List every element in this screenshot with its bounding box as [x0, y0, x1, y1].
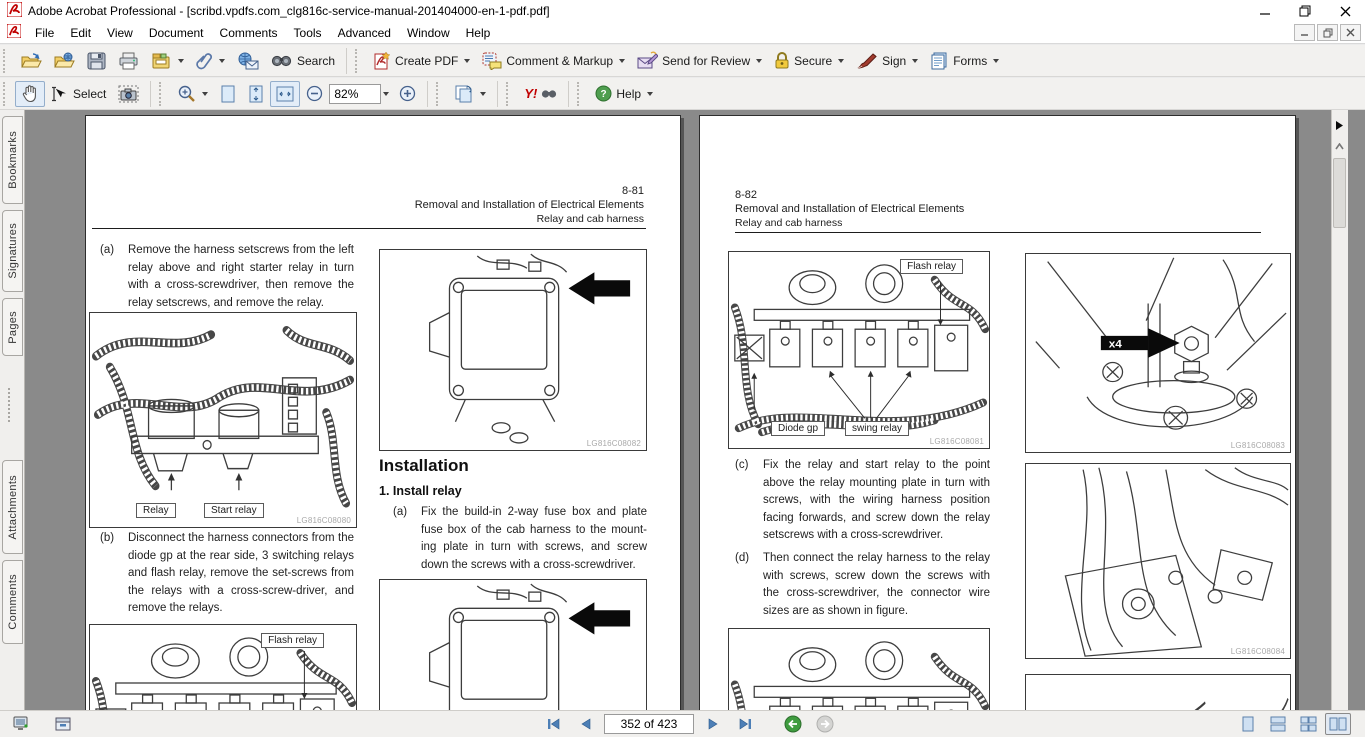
fit-page-button[interactable]: [242, 81, 270, 107]
page-display-caret: [480, 92, 486, 96]
figure-code: LG816C08083: [1230, 441, 1285, 450]
figure-label-start-relay: Start relay: [204, 503, 264, 518]
menu-comments[interactable]: Comments: [219, 25, 278, 40]
zoom-out-button[interactable]: [300, 81, 329, 107]
figure-label-relay: Relay: [136, 503, 176, 518]
send-review-caret: [756, 59, 762, 63]
mdi-minimize-button[interactable]: [1294, 24, 1315, 41]
scrollbar-thumb[interactable]: [1333, 158, 1346, 228]
page-number: 8-81: [621, 185, 644, 197]
paragraph-label: (d): [735, 552, 750, 564]
toolbar-separator: [568, 81, 569, 107]
page-header-title: Removal and Installation of Electrical Elements: [735, 203, 965, 215]
paragraph-text: Disconnect the harness connectors from the diode gp at the rear side, 3 switching relays and flash relay, remove the set-screws from the relays with a cross-screw-driver, and remove the relays.: [128, 532, 354, 614]
print-button[interactable]: [112, 48, 145, 74]
online-status-icon[interactable]: [8, 713, 34, 735]
send-review-button[interactable]: [631, 48, 768, 74]
toolbar-separator: [427, 81, 428, 107]
paragraph-label: (a): [100, 244, 115, 256]
organizer-button[interactable]: [145, 48, 190, 74]
page-header-title: Removal and Installation of Electrical Elements: [414, 199, 644, 211]
continuous-layout-button[interactable]: [1265, 713, 1291, 735]
acrobat-app-icon: [7, 2, 22, 20]
yahoo-toolbar-button[interactable]: [518, 81, 563, 107]
mdi-close-button[interactable]: [1340, 24, 1361, 41]
window-title: Adobe Acrobat Professional - [scribd.vpdfs.com_clg816c-service-manual-201404000-en-1-pdf.pdf]: [28, 4, 550, 18]
sidebar-tab-pages[interactable]: [2, 298, 23, 356]
toolbar-separator: [497, 81, 498, 107]
file-toolbar: [0, 45, 1365, 77]
sign-caret: [912, 59, 918, 63]
paragraph-text: Fix the build-in 2-way fuse box and plate fuse box of the cab harness to the mount-ing plate in turn with screws, and screw down the screws with a cross-screwdriver.: [421, 506, 647, 571]
zoom-tool-caret: [202, 92, 208, 96]
page-number: 8-82: [735, 189, 758, 201]
sidebar-tab-label: Comments: [6, 574, 19, 630]
pdf-page-left: [85, 115, 681, 710]
last-page-button[interactable]: [732, 713, 758, 735]
yahoo-binoculars-icon: [541, 88, 557, 100]
save-button[interactable]: [81, 48, 112, 74]
paragraph-a: [100, 242, 354, 312]
header-rule: [92, 228, 646, 229]
facing-layout-button[interactable]: [1325, 713, 1351, 735]
create-pdf-button[interactable]: [367, 48, 476, 74]
sidebar-tab-label: Bookmarks: [6, 131, 19, 189]
sidebar-tab-signatures[interactable]: [2, 210, 23, 292]
view-toolbar: [0, 78, 1365, 110]
zoom-level-input[interactable]: [329, 84, 381, 104]
menu-view[interactable]: View: [107, 25, 133, 40]
sign-label: Sign: [882, 53, 907, 68]
figure-fusebox-top: [379, 249, 647, 451]
collapse-panel-button[interactable]: [1332, 116, 1347, 134]
figure-code: LG816C08081: [929, 437, 984, 446]
continuous-facing-layout-button[interactable]: [1295, 713, 1321, 735]
sidebar-tab-label: Pages: [6, 310, 19, 344]
previous-page-button[interactable]: [572, 713, 598, 735]
vertical-scrollbar[interactable]: [1331, 110, 1348, 710]
figure-flash-relay-partial: [89, 624, 357, 710]
page-number-field[interactable]: [604, 714, 694, 734]
forms-label: Forms: [953, 53, 988, 68]
toolbar-gripper[interactable]: [436, 82, 443, 106]
help-button[interactable]: [589, 81, 659, 107]
page-header-subtitle: Relay and cab harness: [536, 213, 644, 225]
comment-markup-button[interactable]: [476, 48, 631, 74]
forms-button[interactable]: [924, 48, 1005, 74]
menu-tools[interactable]: Tools: [293, 25, 322, 40]
menu-advanced[interactable]: Advanced: [337, 25, 391, 40]
paragraph-d: [735, 550, 990, 620]
figure-label-diode-gp: Diode gp: [771, 421, 825, 436]
menu-bar: [0, 22, 1365, 44]
first-page-button[interactable]: [540, 713, 566, 735]
menu-edit[interactable]: Edit: [70, 25, 92, 40]
create-pdf-label: Create PDF: [395, 53, 459, 68]
sidebar-tab-attachments[interactable]: [2, 460, 23, 554]
snapshot-tool-button[interactable]: [112, 81, 145, 107]
open-web-button[interactable]: [48, 48, 81, 74]
toolbar-gripper[interactable]: [577, 82, 584, 106]
sidebar-tab-bookmarks[interactable]: [2, 116, 23, 204]
paragraph-label: (b): [100, 532, 115, 544]
tray-options-button[interactable]: [50, 713, 76, 735]
help-caret: [647, 92, 653, 96]
toolbar-gripper[interactable]: [506, 82, 513, 106]
menu-window[interactable]: Window: [406, 25, 450, 40]
menu-help[interactable]: Help: [465, 25, 491, 40]
help-label: Help: [616, 86, 642, 101]
toolbar-gripper[interactable]: [159, 82, 166, 106]
yahoo-icon: Y!: [524, 86, 538, 101]
sidebar-tab-label: Signatures: [6, 223, 19, 279]
paragraph-text: Fix the relay and start relay to the point above the relay mounting plate in turn with screws, with the wiring harness position facing forwards, and screw down the relay setscrews with a cross-screwdriver.: [763, 459, 990, 541]
actual-size-button[interactable]: [214, 81, 242, 107]
send-review-label: Send for Review: [662, 53, 751, 68]
email-button[interactable]: [231, 48, 265, 74]
partial-illustration: [1026, 675, 1290, 710]
page-header: [324, 184, 644, 226]
fit-width-button[interactable]: [270, 81, 300, 107]
paragraph-label: (c): [735, 459, 749, 471]
attach-dropdown-caret: [219, 59, 225, 63]
acrobat-doc-icon: [7, 24, 21, 41]
search-label: Search: [297, 53, 336, 68]
sign-button[interactable]: [850, 48, 924, 74]
figure-relay-row: [728, 251, 990, 449]
paragraph-label: (a): [393, 506, 408, 518]
search-button[interactable]: [265, 48, 341, 74]
figure-fusebox-bottom-partial: [379, 579, 647, 710]
sidebar-tab-comments[interactable]: [2, 560, 23, 644]
wires-illustration: [1026, 464, 1290, 658]
toolbar-gripper[interactable]: [355, 49, 362, 73]
select-label: Select: [73, 86, 107, 101]
toolbar-gripper[interactable]: [3, 49, 10, 73]
figure-wires: [1025, 463, 1291, 659]
previous-view-button[interactable]: [780, 713, 806, 735]
restore-button[interactable]: [1285, 0, 1325, 22]
pdf-page-right: [699, 115, 1296, 710]
paragraph-install-a: [393, 504, 647, 574]
paragraph-c: [735, 457, 990, 545]
paragraph-text: Remove the harness setscrews from the left relay above and right starter relay in turn with a cross-screwdriver, then remove the relay setscrews, and remove the relay.: [128, 244, 354, 309]
create-pdf-caret: [464, 59, 470, 63]
next-page-button[interactable]: [700, 713, 726, 735]
menu-document[interactable]: Document: [148, 25, 204, 40]
secure-caret: [838, 59, 844, 63]
attach-button[interactable]: [190, 48, 231, 74]
figure-relay-start: [89, 312, 357, 528]
figure-label-swing-relay: swing relay: [845, 421, 909, 436]
forms-caret: [993, 59, 999, 63]
figure-code: LG816C08080: [296, 516, 351, 525]
next-view-button[interactable]: [812, 713, 838, 735]
figure-label-flash-relay: Flash relay: [261, 633, 324, 648]
toolbar-separator: [150, 81, 151, 107]
secure-button[interactable]: [768, 48, 850, 74]
fusebox-illustration: [380, 580, 646, 710]
comment-markup-label: Comment & Markup: [506, 53, 614, 68]
figure-bolt-x4: [1025, 253, 1291, 453]
installation-heading: Installation: [379, 456, 469, 475]
secure-label: Secure: [794, 53, 833, 68]
label-leader-lines: [729, 252, 989, 448]
install-relay-step: 1. Install relay: [379, 484, 462, 498]
status-bar: [0, 710, 1365, 737]
zoom-tool-button[interactable]: [171, 81, 214, 107]
relay-illustration: [90, 313, 356, 527]
comment-markup-caret: [619, 59, 625, 63]
figure-code: LG816C08084: [1230, 647, 1285, 656]
sidebar-tab-label: Attachments: [6, 474, 19, 540]
close-button[interactable]: [1325, 0, 1365, 22]
hand-tool-button[interactable]: [15, 81, 45, 107]
toolbar-separator: [346, 48, 347, 74]
page-display-button[interactable]: [448, 81, 492, 107]
scroll-up-button[interactable]: [1332, 138, 1347, 154]
navigation-tab-strip: [0, 110, 25, 710]
menu-file[interactable]: File: [35, 25, 55, 40]
bolt-illustration: [1026, 254, 1290, 452]
fusebox-illustration: [380, 250, 646, 450]
svg-text:?: ?: [600, 89, 607, 100]
mdi-restore-button[interactable]: [1317, 24, 1338, 41]
figure-harness-partial: [728, 628, 990, 710]
sidebar-resize-handle[interactable]: [8, 388, 16, 422]
zoom-level-caret[interactable]: [383, 92, 389, 96]
title-bar: [0, 0, 1365, 22]
document-canvas[interactable]: [26, 110, 1348, 710]
open-button[interactable]: [15, 48, 48, 74]
figure-label-flash-relay: Flash relay: [900, 259, 963, 274]
select-tool-button[interactable]: [45, 81, 112, 107]
minimize-button[interactable]: [1245, 0, 1285, 22]
paragraph-text: Then connect the relay harness to the relay with screws, screw down the screws with the cross-screwdriver, the connector wire sizes are as shown in figure.: [763, 552, 990, 617]
toolbar-gripper[interactable]: [3, 82, 10, 106]
figure-code: LG816C08082: [586, 439, 641, 448]
relay-row-illustration: [729, 629, 989, 710]
page-header: [735, 188, 1065, 230]
zoom-in-button[interactable]: [393, 81, 422, 107]
figure-bottom-partial: [1025, 674, 1291, 710]
page-header-subtitle: Relay and cab harness: [735, 217, 843, 229]
organizer-dropdown-caret: [178, 59, 184, 63]
header-rule: [735, 232, 1261, 233]
document-viewport: [0, 110, 1365, 710]
paragraph-b: [100, 530, 354, 618]
single-page-layout-button[interactable]: [1235, 713, 1261, 735]
